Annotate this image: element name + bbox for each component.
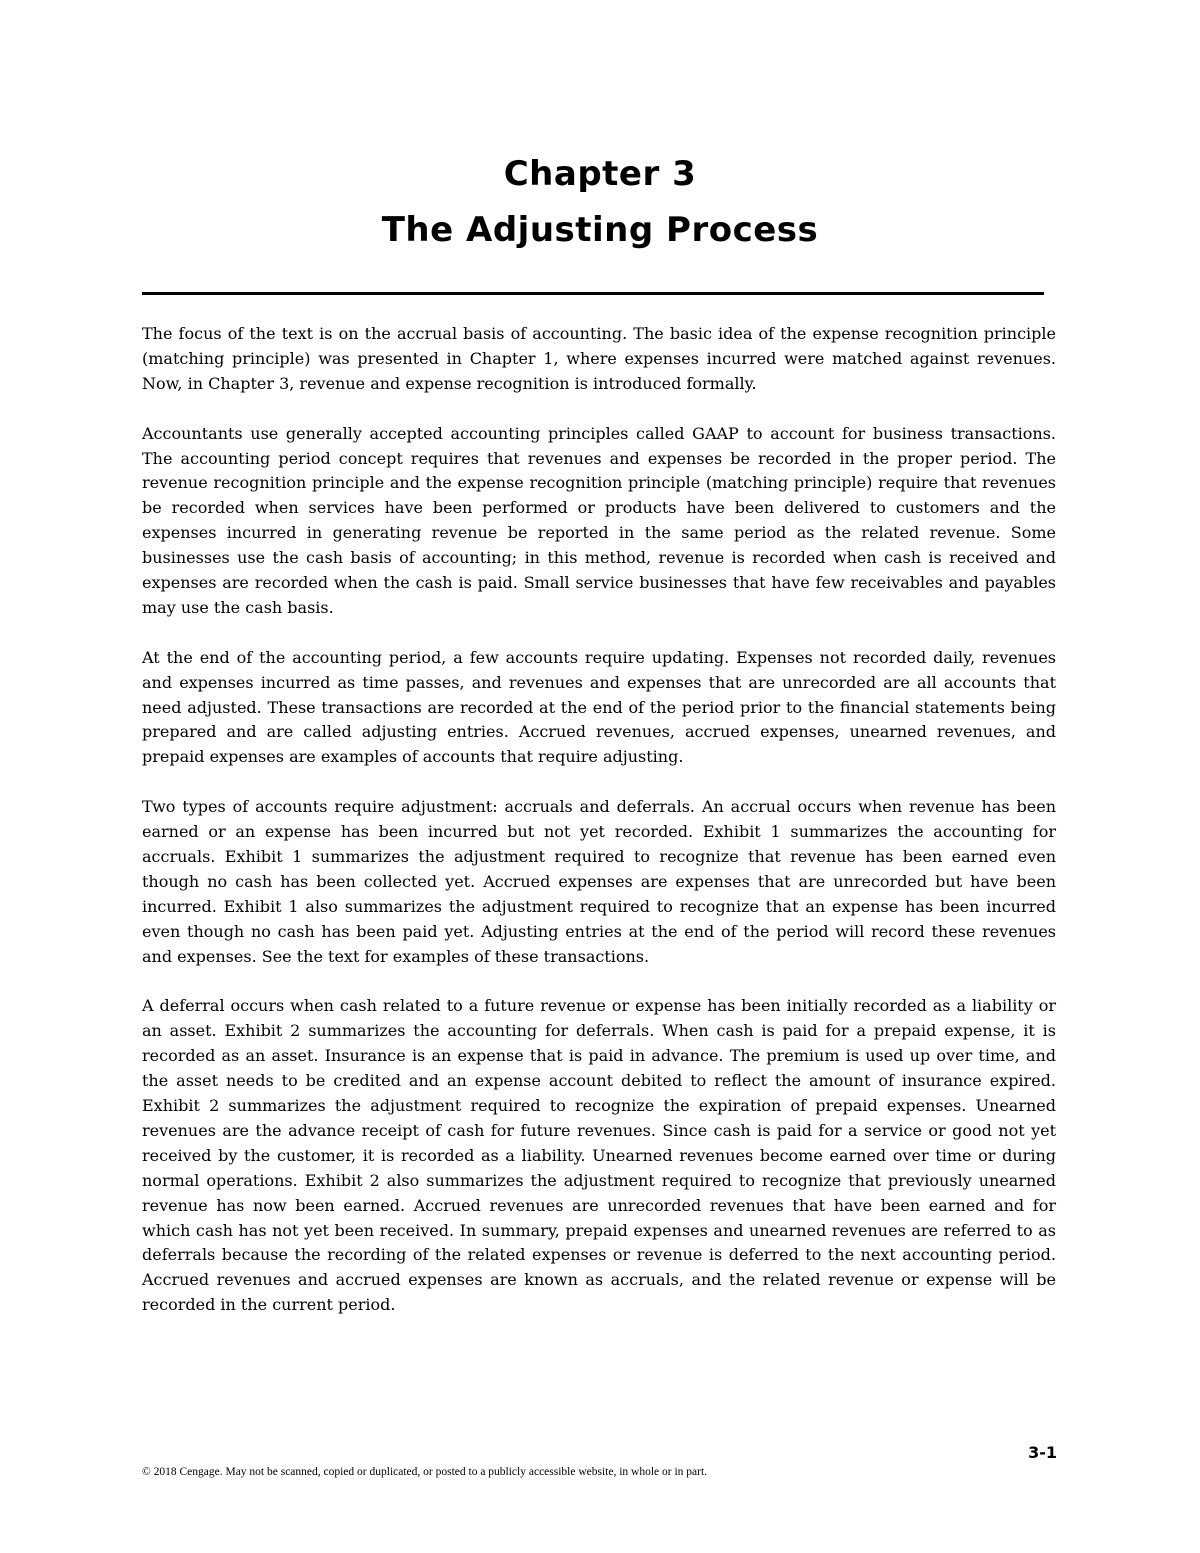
chapter-label: Chapter 3 <box>503 154 697 194</box>
body-text <box>142 322 1056 1343</box>
heading-divider <box>142 292 1044 295</box>
page-number: 3-1 <box>1028 1443 1057 1462</box>
chapter-heading <box>0 146 1200 258</box>
paragraph-3: At the end of the accounting period, a few accounts require updating. Expenses not recorded daily, revenues and expenses incurred as time passes, and revenues and expenses that are unrecorded are all accounts that need adjusted. These transactions are recorded at the end of the period prior to the financial statements being prepared and are called adjusting entries. Accrued revenues, accrued expenses, unearned revenues, and prepaid expenses are examples of accounts that require adjusting. <box>142 647 1056 767</box>
copyright-footer: © 2018 Cengage. May not be scanned, copied or duplicated, or posted to a publicly accessible website, in whole or in part. <box>142 1466 708 1478</box>
paragraph-2: Accountants use generally accepted accounting principles called GAAP to account for business transactions. The accounting period concept requires that revenues and expenses be recorded in the proper period. The revenue recognition principle and the expense recognition principle (matching principle) require that revenues be recorded when services have been performed or products have been delivered to customers and the expenses incurred in generating revenue be reported in the same period as the related revenue. Some businesses use the cash basis of accounting; in this method, revenue is recorded when cash is received and expenses are recorded when the cash is paid. Small service businesses that have few receivables and payables may use the cash basis. <box>142 423 1056 617</box>
paragraph-1: The focus of the text is on the accrual basis of accounting. The basic idea of the expense recognition principle (matching principle) was presented in Chapter 1, where expenses incurred were matched against revenues. Now, in Chapter 3, revenue and expense recognition is introduced formally. <box>142 324 1056 393</box>
paragraph-4: Two types of accounts require adjustment: accruals and deferrals. An accrual occurs when revenue has been earned or an expense has been incurred but not yet recorded. Exhibit 1 summarizes the accounting for accruals. Exhibit 1 summarizes the adjustment required to recognize that revenue has been earned even though no cash has been collected yet. Accrued expenses are expenses that are unrecorded but have been incurred. Exhibit 1 also summarizes the adjustment required to recognize that an expense has been incurred even though no cash has been paid yet. Adjusting entries at the end of the period will record these revenues and expenses. See the text for examples of these transactions. <box>142 797 1056 966</box>
paragraph-5: A deferral occurs when cash related to a future revenue or expense has been initially recorded as a liability or an asset. Exhibit 2 summarizes the accounting for deferrals. When cash is paid for a prepaid expense, it is recorded as an asset. Insurance is an expense that is paid in advance. The premium is used up over time, and the asset needs to be credited and an expense account debited to reflect the amount of insurance expired. Exhibit 2 summarizes the adjustment required to recognize the expiration of prepaid expenses. Unearned revenues are the advance receipt of cash for future revenues. Since cash is paid for a service or good not yet received by the customer, it is recorded as a liability. Unearned revenues become earned over time or during normal operations. Exhibit 2 also summarizes the adjustment required to recognize that previously unearned revenue has now been earned. Accrued revenues are unrecorded revenues that have been earned and for which cash has not yet been received. In summary, prepaid expenses and unearned revenues are referred to as deferrals because the recording of the related expenses or revenue is deferred to the next accounting period. Accrued revenues and accrued expenses are known as accruals, and the related revenue or expense will be recorded in the current period. <box>142 996 1056 1315</box>
chapter-title: The Adjusting Process <box>381 210 819 250</box>
